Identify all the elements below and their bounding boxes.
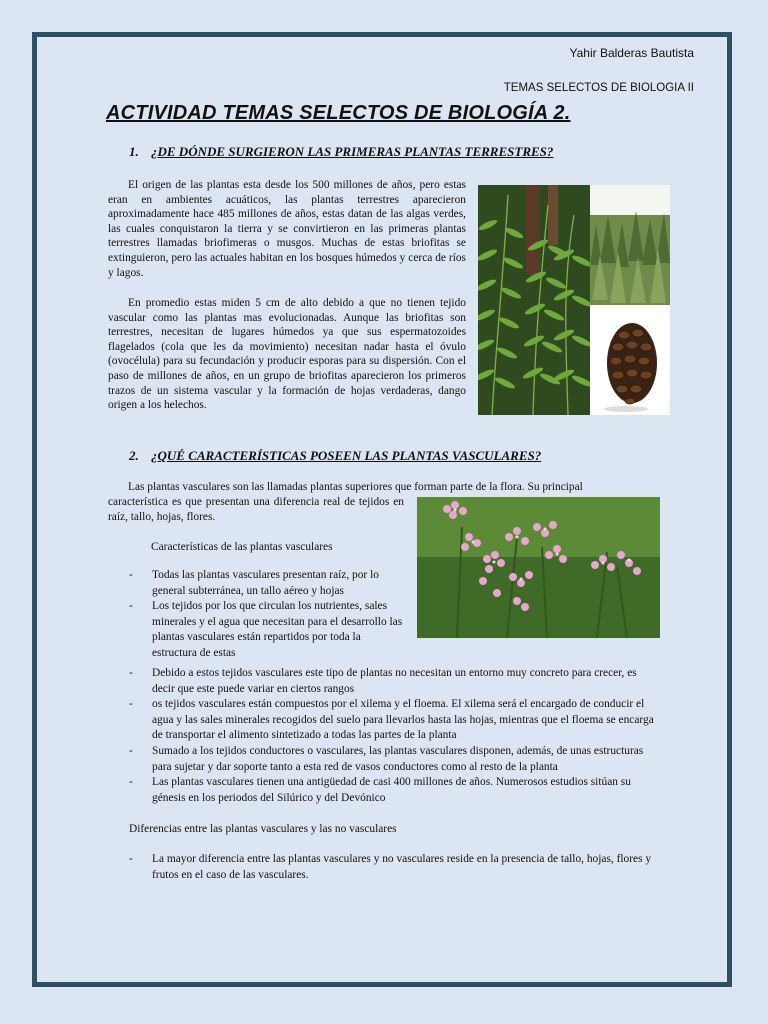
section-2-heading (129, 448, 541, 464)
characteristics-list-narrow (129, 568, 405, 662)
pine-cone-image (590, 305, 670, 415)
section-1-paragraph-1: El origen de las plantas esta desde los 500 millones de años, pero estas eran en ambientes acuáticos, las plantas terrestres aparecieron aproximadamente hace 485 millones de años, estas datan de las algas verdes, las cuales conquistaron la tierra y se convirtieron en las primeras plantas terrestres llamadas briofimeras o musgos. Muchas de estas briofitas se extinguieron, pero las actuales habitan en los bosques húmedos y cerca de ríos y lagos. (108, 179, 466, 279)
section-2-intro-rest: característica es que presentan una diferencia real de tejidos en raíz, tallo, hojas, flores. (108, 496, 404, 523)
list-item: - La mayor diferencia entre las plantas vasculares y no vasculares reside en la presencia de tallo, hojas, flores y frutos en el caso de las vasculares. (129, 852, 661, 883)
list-item: - Debido a estos tejidos vasculares este tipo de plantas no necesitan un entorno muy concreto para crecer, es decir que este puede variar en ciertos rangos (129, 666, 661, 697)
differences-heading: Diferencias entre las plantas vasculares y las no vasculares (129, 823, 397, 835)
conifer-forest-image (590, 185, 670, 305)
list-item: - Sumado a los tejidos conductores o vasculares, las plantas vasculares disponen, además, de unas estructuras para sujetar y dar soporte tanto a esta red de vasos conductores como al resto de la planta (129, 744, 661, 775)
section-1-number: 1. (129, 144, 139, 159)
author-name: Yahir Balderas Bautista (569, 46, 694, 60)
list-item: - Las plantas vasculares tienen una antigüedad de casi 400 millones de años. Numerosos estudios sitúan su génesis en los periodos del Silúrico y del Devónico (129, 775, 661, 806)
list-item: - Todas las plantas vasculares presentan raíz, por lo general subterránea, un tallo aéreo y hojas (129, 568, 405, 599)
fern-image (478, 185, 590, 415)
pink-flowers-image (417, 497, 660, 638)
section-1-title: ¿DE DÓNDE SURGIERON LAS PRIMERAS PLANTAS TERRESTRES? (151, 144, 554, 159)
section-2-intro-line-1: Las plantas vasculares son las llamadas plantas superiores que forman parte de la flora. Su principal (128, 481, 583, 493)
section-1-paragraph-2: En promedio estas miden 5 cm de alto debido a que no tienen tejido vascular como las plantas mas evolucionadas. Aunque las briofitas son terrestres, necesitan de lugares húmedos ya que sus espermatozoides flagelados (cola que les da movimiento) necesitan nadar hasta el óvulo (ovocélula) para su fecundación y producir esporas para su dispersión. Con el paso de millones de años, en un grupo de briofitas aparecieron los primeros trazos de un sistema vascular y la formación de hojas verdaderas, dango origen a los helechos. (108, 297, 466, 412)
characteristics-list-wide (129, 666, 661, 806)
characteristics-subheading: Características de las plantas vasculares (151, 541, 333, 553)
section-2-number: 2. (129, 448, 139, 463)
differences-list (129, 852, 661, 883)
list-item: - os tejidos vasculares están compuestos por el xilema y el floema. El xilema será el encargado de conducir el agua y las sales minerales recogidos del suelo para llevarlos hasta las hojas, mientras que el floema se encarga de transportar el alimento sintetizado a todas las partes de la planta (129, 697, 661, 744)
list-item: - Los tejidos por los que circulan los nutrientes, sales minerales y el agua que necesitan para el desarrollo las plantas vasculares están repartidos por toda la estructura de estas (129, 599, 405, 661)
section-2-title: ¿QUÉ CARACTERÍSTICAS POSEEN LAS PLANTAS VASCULARES? (151, 448, 542, 463)
document-title: ACTIVIDAD TEMAS SELECTOS DE BIOLOGÍA 2. (106, 102, 571, 124)
subject-header: TEMAS SELECTOS DE BIOLOGIA II (503, 82, 694, 94)
section-1-heading (129, 144, 553, 160)
